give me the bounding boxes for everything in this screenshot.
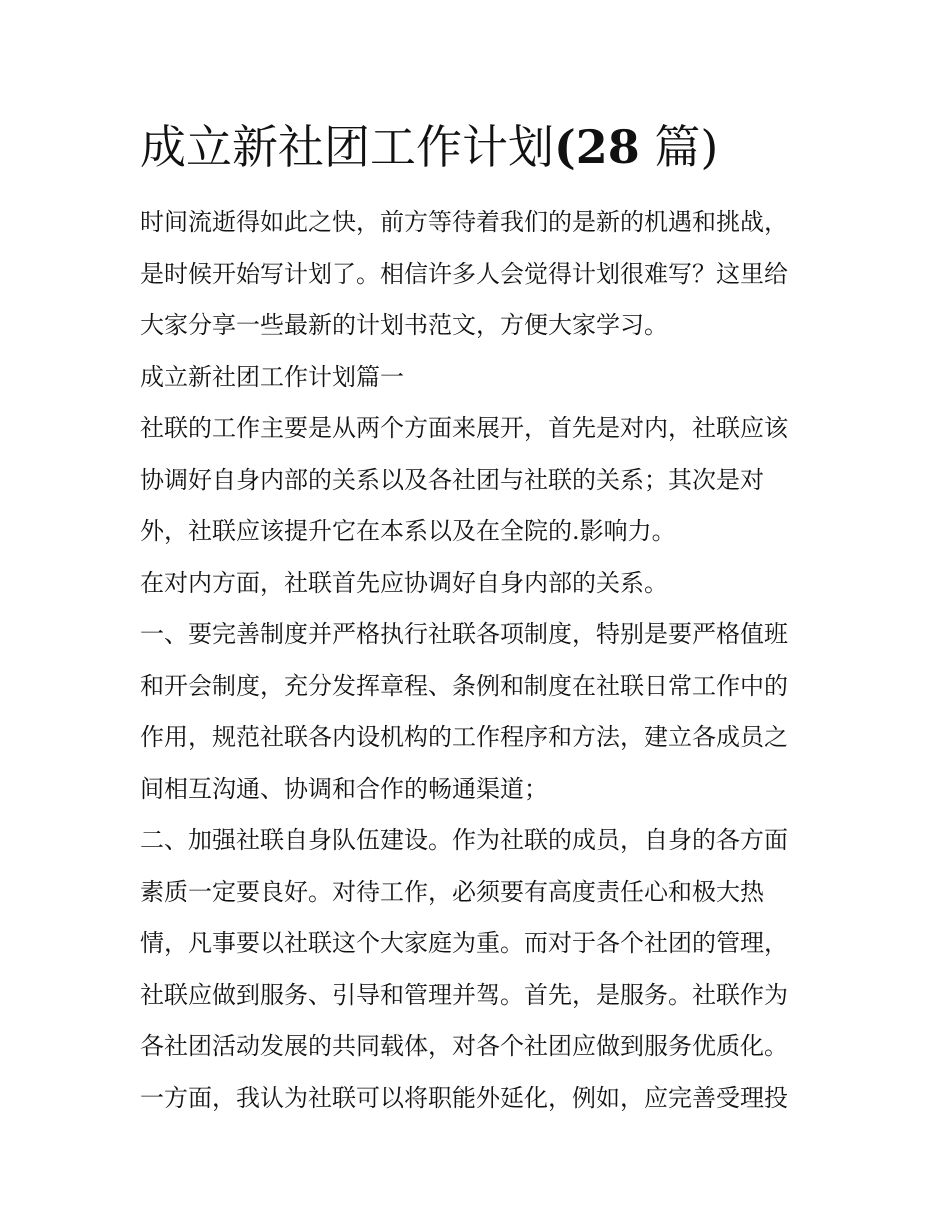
text-line: 是时候开始写计划了。相信许多人会觉得计划很难写？这里给 bbox=[140, 259, 788, 288]
text-line: 一、要完善制度并严格执行社联各项制度，特别是要严格值班 bbox=[140, 620, 788, 648]
text-line: 协调好自身内部的关系以及各社团与社联的关系；其次是对 bbox=[140, 465, 764, 494]
title-number: (28 bbox=[554, 120, 640, 174]
document-body bbox=[140, 197, 820, 1124]
text-line: 素质一定要良好。对待工作，必须要有高度责任心和极大热 bbox=[140, 877, 764, 906]
text-line: 各社团活动发展的共同载体，对各个社团应做到服务优质化。 bbox=[140, 1032, 788, 1060]
title-tail: 篇) bbox=[654, 120, 719, 174]
text-line: 和开会制度，充分发挥章程、条例和制度在社联日常工作中的 bbox=[140, 671, 788, 700]
document-title bbox=[140, 117, 860, 177]
section-heading: 成立新社团工作计划篇一 bbox=[140, 362, 404, 391]
text-line: 时间流逝得如此之快，前方等待着我们的是新的机遇和挑战， bbox=[140, 208, 788, 236]
text-line: 作用，规范社联各内设机构的工作程序和方法，建立各成员之 bbox=[140, 723, 788, 751]
text-line: 二、加强社联自身队伍建设。作为社联的成员，自身的各方面 bbox=[140, 826, 788, 854]
text-line: 情，凡事要以社联这个大家庭为重。而对于各个社团的管理， bbox=[140, 929, 788, 957]
text-line: 在对内方面，社联首先应协调好自身内部的关系。 bbox=[140, 568, 668, 597]
text-line: 一方面，我认为社联可以将职能外延化，例如，应完善受理投 bbox=[140, 1083, 788, 1112]
text-line: 间相互沟通、协调和合作的畅通渠道； bbox=[140, 774, 548, 803]
text-line: 社联应做到服务、引导和管理并驾。首先，是服务。社联作为 bbox=[140, 980, 788, 1009]
text-line: 大家分享一些最新的计划书范文，方便大家学习。 bbox=[140, 311, 668, 339]
text-line: 外，社联应该提升它在本系以及在全院的.影响力。 bbox=[140, 517, 676, 545]
title-main: 成立新社团工作计划 bbox=[140, 120, 554, 174]
text-line: 社联的工作主要是从两个方面来展开，首先是对内，社联应该 bbox=[140, 414, 788, 442]
